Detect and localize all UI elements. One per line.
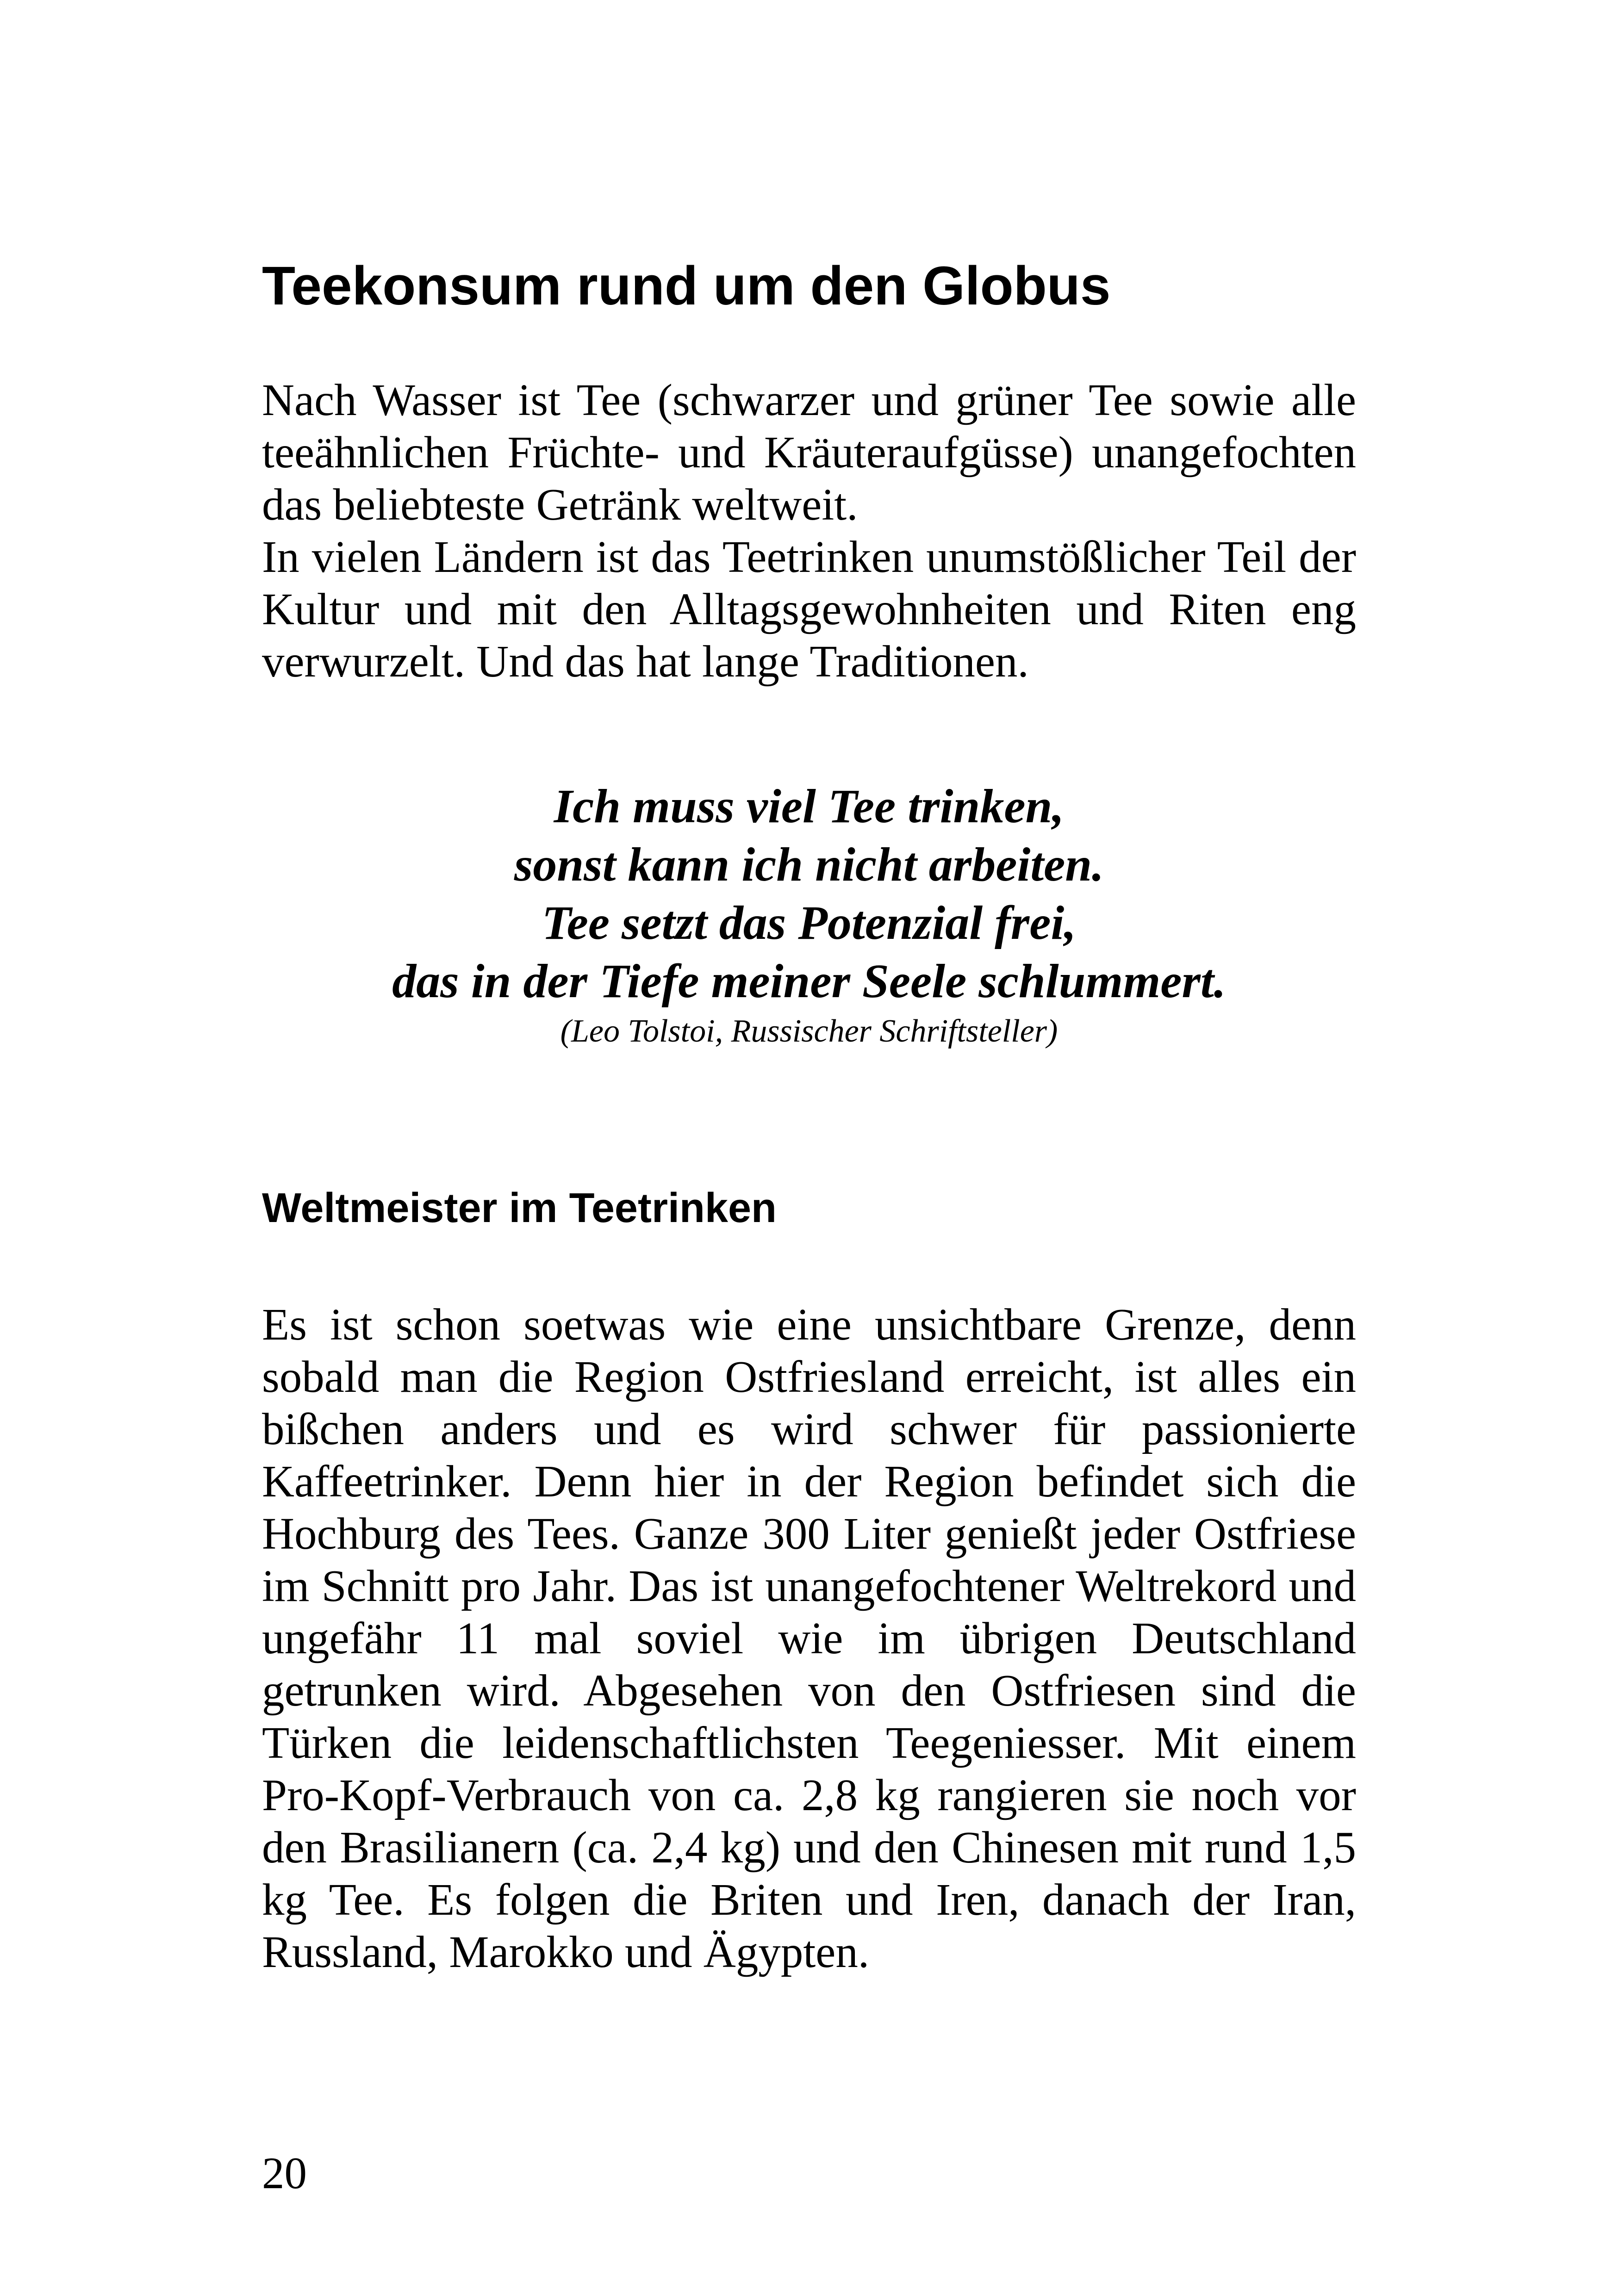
section-heading: Weltmeister im Teetrinken [262, 1185, 777, 1231]
intro-paragraph: In vielen Ländern ist das Teetrinken unumstößlicher Teil der Kultur und mit den Alltagsgewohnheiten und Riten eng verwurzelt. Und das hat lange Traditionen. [262, 532, 1356, 686]
page-number: 20 [262, 2148, 307, 2198]
quote-block [262, 777, 1356, 1052]
quote-attribution: (Leo Tolstoi, Russischer Schriftsteller) [560, 1013, 1058, 1049]
intro-paragraph: Nach Wasser ist Tee (schwarzer und grüner Tee sowie alle teeähnlichen Früchte- und Kräuteraufgüsse) unangefochten das beliebteste Getränk weltweit. [262, 375, 1356, 529]
quote-line: sonst kann ich nicht arbeiten. [514, 838, 1104, 891]
quote-line: das in der Tiefe meiner Seele schlummert. [392, 955, 1226, 1008]
quote-line: Tee setzt das Potenzial frei, [542, 896, 1077, 949]
section-paragraph: Es ist schon soetwas wie eine unsichtbare Grenze, denn sobald man die Region Ostfriesland erreicht, ist alles ein bißchen anders und es wird schwer für passionierte Kaffeetrinker. Denn hier in der Region befindet sich die Hochburg des Tees. Ganze 300 Liter genießt jeder Ostfriese im Schnitt pro Jahr. Das ist unangefochtener Weltrekord und ungefähr 11 mal soviel wie im übrigen Deutschland getrunken wird. Abgesehen von den Ostfriesen sind die Türken die leidenschaftlichsten Teegeniesser. Mit einem Pro-Kopf-Verbrauch von ca. 2,8 kg rangieren sie noch vor den Brasilianern (ca. 2,4 kg) und den Chinesen mit rund 1,5 kg Tee. Es folgen die Briten und Iren, danach der Iran, Russland, Marokko und Ägypten. [262, 1300, 1356, 1977]
intro-section [262, 374, 1356, 688]
quote-line: Ich muss viel Tee trinken, [554, 780, 1065, 833]
page-title: Teekonsum rund um den Globus [262, 255, 1111, 316]
